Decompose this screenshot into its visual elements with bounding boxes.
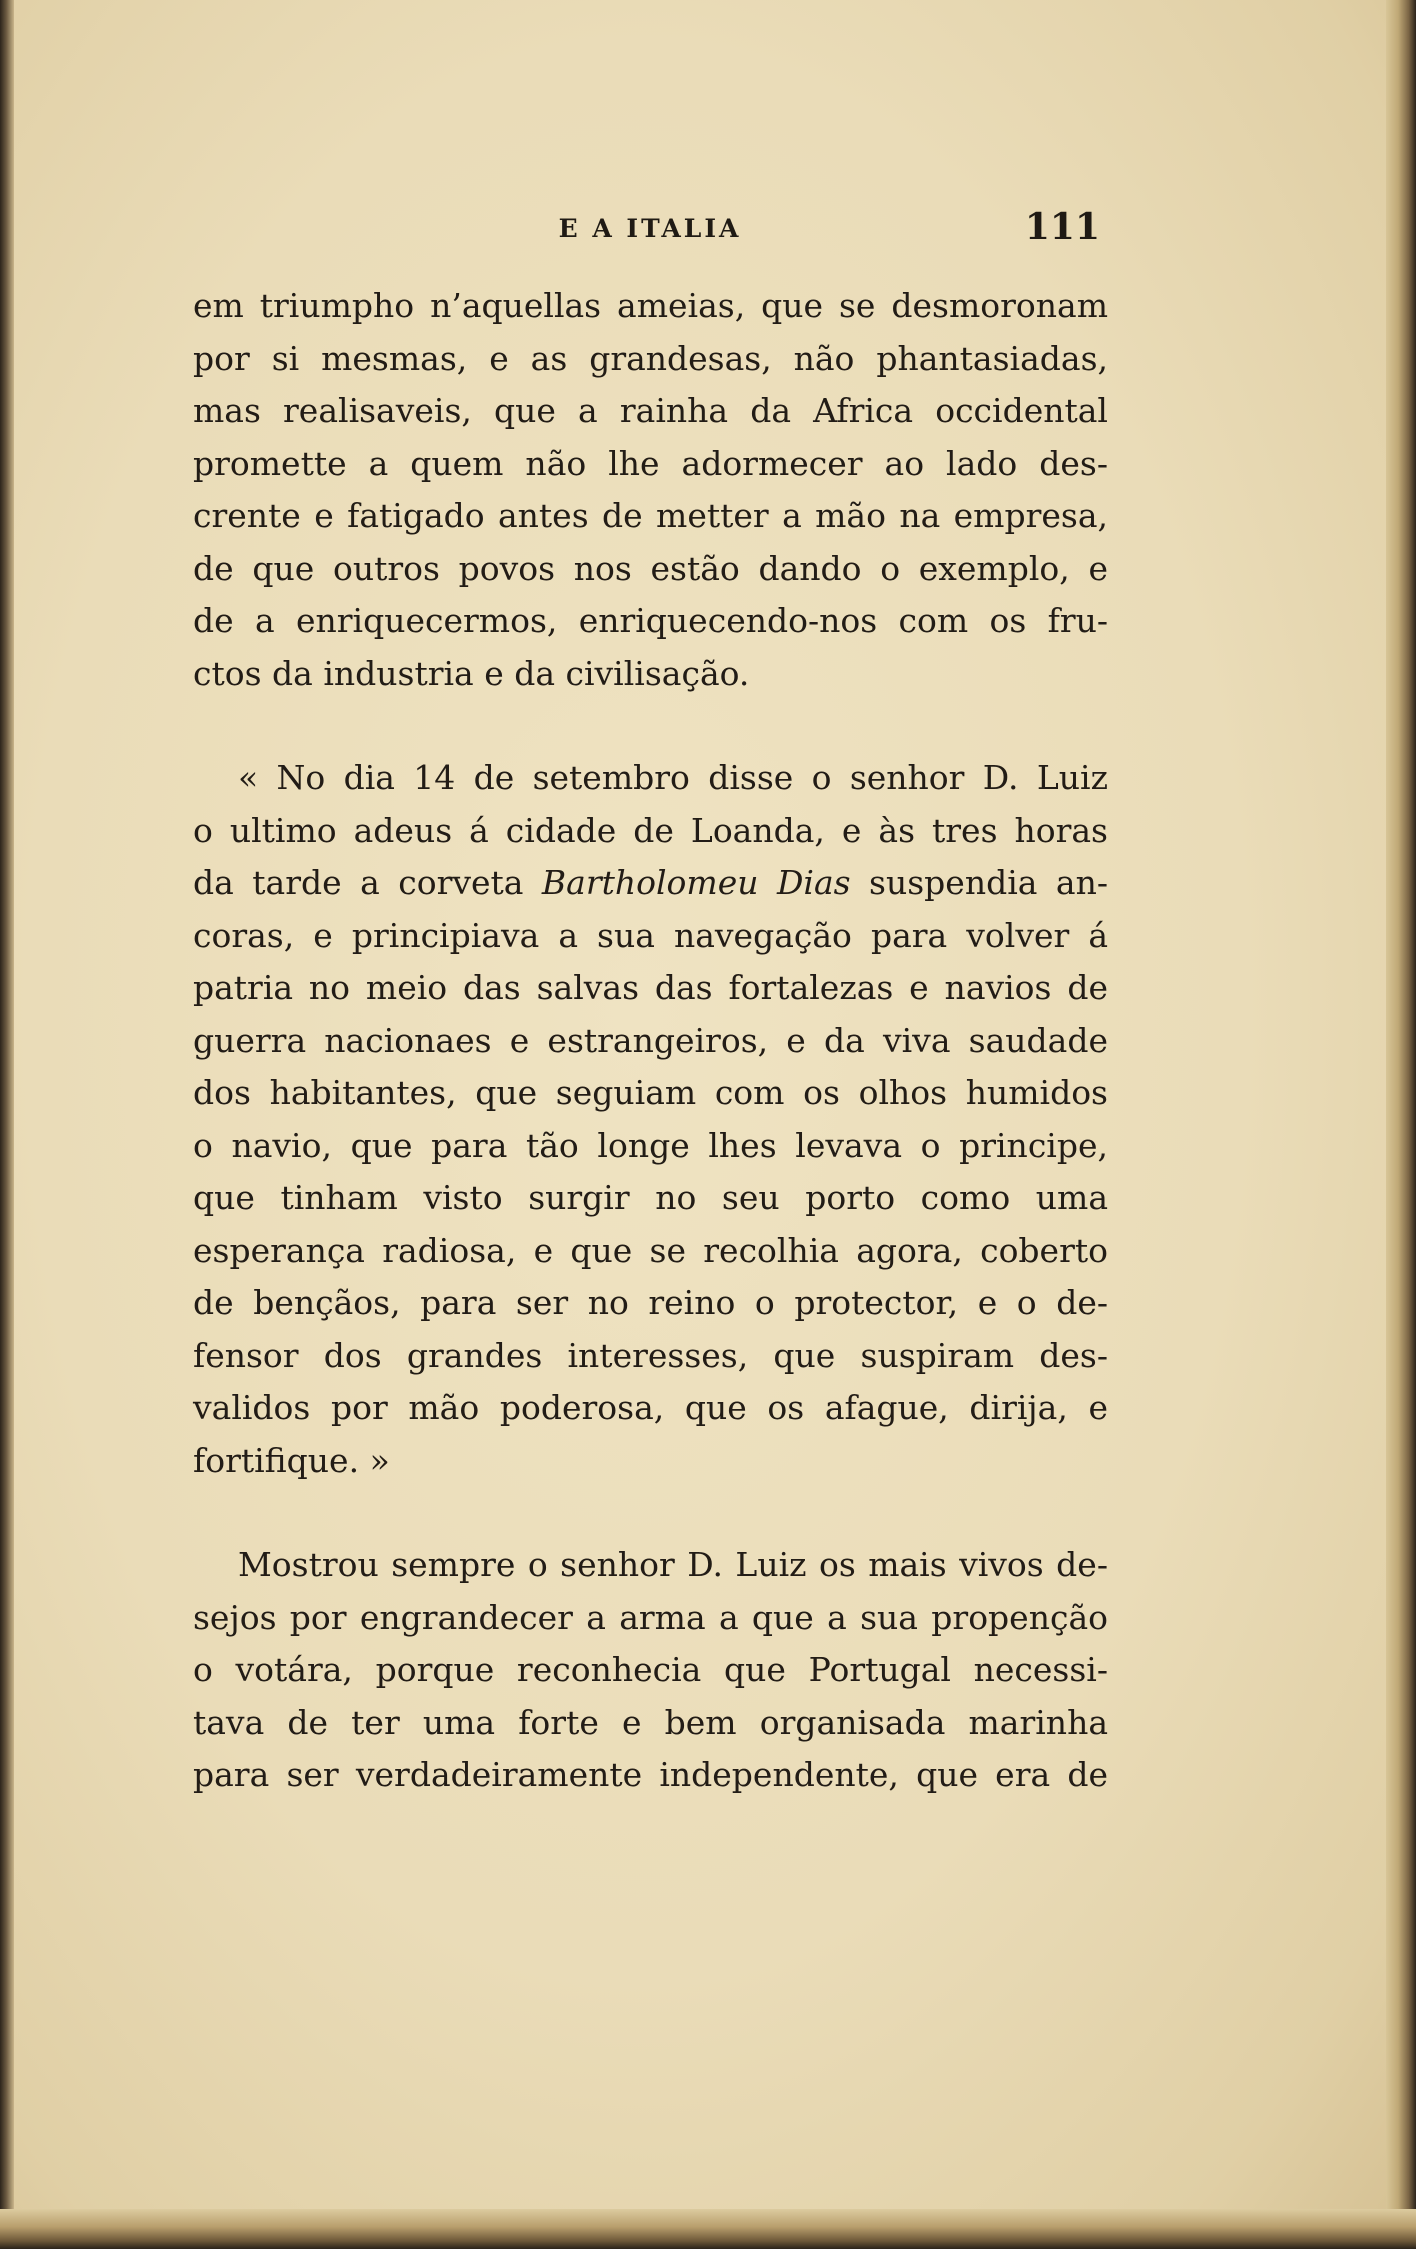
text-line: promette a quem não lhe adormecer ao lado des- (193, 443, 1108, 483)
text-line: fortifique. » (193, 1440, 390, 1480)
text-line: coras, e principiava a sua navegação para volver á (193, 915, 1108, 955)
text-line: crente e fatigado antes de metter a mão na empresa, (193, 496, 1108, 535)
text-line: que tinham visto surgir no seu porto como uma (193, 1178, 1108, 1217)
text-line: de bençãos, para ser no reino o protector, e o de- (193, 1283, 1108, 1322)
paragraph-1 (193, 280, 1108, 700)
text-line: para ser verdadeiramente independente, que era de (193, 1755, 1108, 1794)
running-head (190, 206, 1110, 256)
text-line: por si mesmas, e as grandesas, não phantasiadas, (193, 338, 1108, 378)
text-fragment: da tarde a corveta (193, 863, 542, 902)
text-line: ctos da industria e da civilisação. (193, 653, 750, 693)
text-line-with-italic (193, 857, 1108, 910)
paragraph-3 (193, 1539, 1108, 1802)
text-line: o navio, que para tão longe lhes levava o principe, (193, 1125, 1108, 1165)
text-line: o ultimo adeus á cidade de Loanda, e às tres horas (193, 810, 1108, 850)
ship-name: Bartholomeu Dias (541, 863, 851, 902)
text-line: de que outros povos nos estão dando o exemplo, e (193, 548, 1108, 588)
text-line: mas realisaveis, que a rainha da Africa occidental (193, 391, 1108, 430)
text-line: guerra nacionaes e estrangeiros, e da viva saudade (193, 1020, 1108, 1060)
text-line: tava de ter uma forte e bem organisada marinha (193, 1702, 1108, 1742)
page-bottom-edge (0, 2209, 1416, 2249)
paragraph-2 (193, 752, 1108, 1487)
text-line: esperança radiosa, e que se recolhia agora, coberto (193, 1230, 1108, 1270)
body-text (193, 280, 1108, 1802)
text-line: validos por mão poderosa, que os afague, dirija, e (193, 1388, 1108, 1427)
text-fragment: suspendia an- (850, 863, 1108, 902)
page-right-edge (1386, 0, 1416, 2249)
running-head-title: E A ITALIA (558, 214, 742, 243)
text-line: em triumpho n’aquellas ameias, que se desmoronam (193, 286, 1108, 325)
page-left-edge (0, 0, 14, 2249)
page-number: 111 (1024, 206, 1100, 248)
text-line: sejos por engrandecer a arma a que a sua propenção (193, 1597, 1108, 1637)
text-line: fensor dos grandes interesses, que suspiram des- (193, 1335, 1108, 1375)
text-line: Mostrou sempre o senhor D. Luiz os mais vivos de- (238, 1545, 1108, 1584)
text-line: dos habitantes, que seguiam com os olhos humidos (193, 1073, 1108, 1112)
text-line: o votára, porque reconhecia que Portugal necessi- (193, 1650, 1108, 1689)
text-line: « No dia 14 de setembro disse o senhor D. Luiz (238, 758, 1108, 797)
text-line: de a enriquecermos, enriquecendo-nos com os fru- (193, 601, 1108, 640)
text-line: patria no meio das salvas das fortalezas e navios de (193, 968, 1108, 1007)
